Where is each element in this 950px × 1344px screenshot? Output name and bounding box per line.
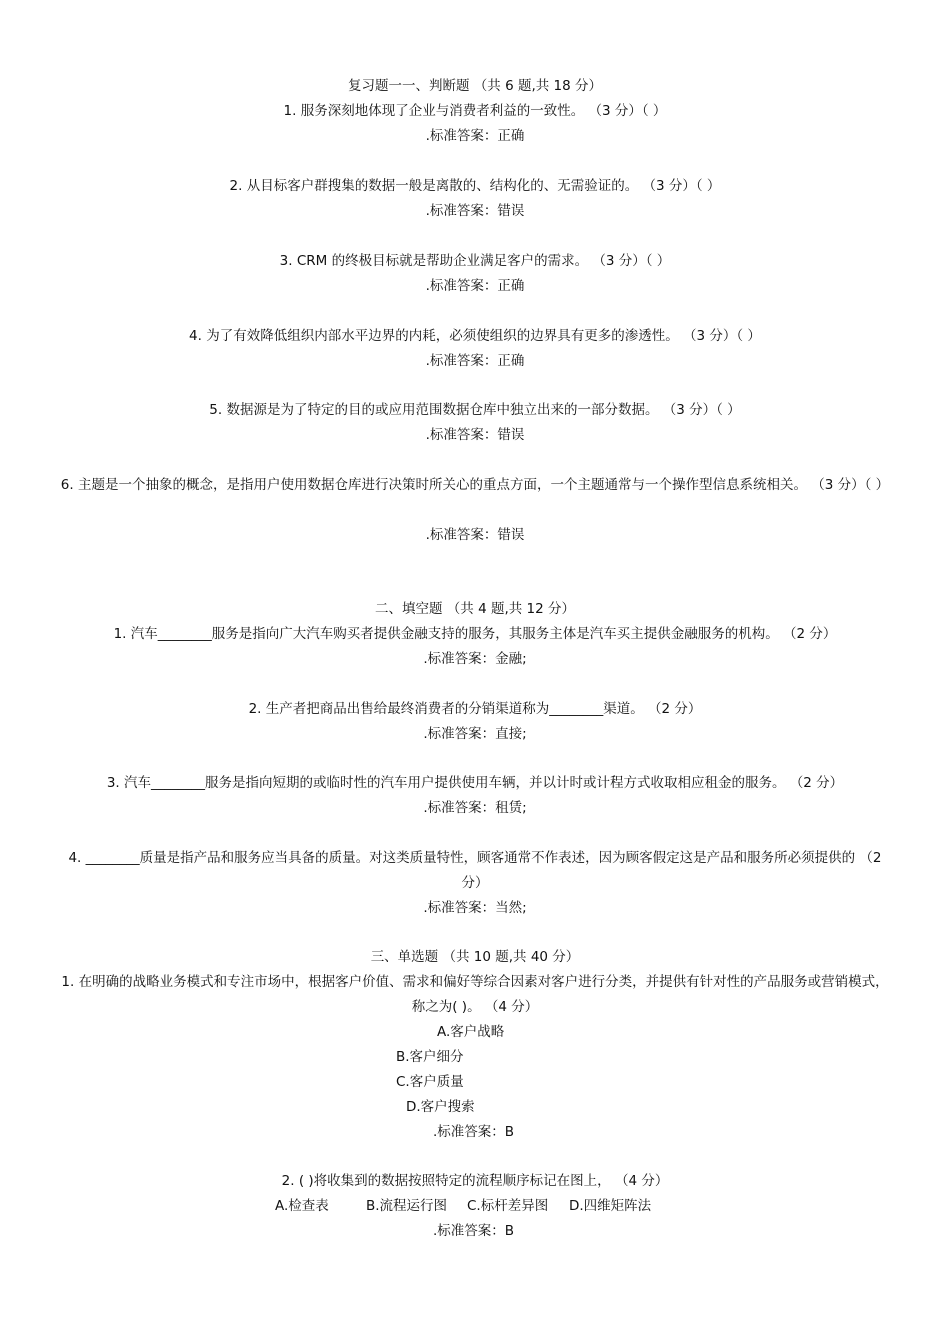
section-2-heading: 二、填空题 （共 4 题,共 12 分） [374, 601, 575, 617]
fill-question-1: 1. 汽车________服务是指向广大汽车购买者提供金融支持的服务，其服务主体是汽车买主提供金融服务的机构。 （2 分） [113, 626, 837, 642]
mc-question-2-option-a: A.检查表 [275, 1198, 329, 1214]
mc-question-2-answer: .标准答案：B [433, 1223, 515, 1239]
tf-answer-6: .标准答案：错误 [425, 527, 525, 543]
fill-question-2: 2. 生产者把商品出售给最终消费者的分销渠道称为________渠道。 （2 分） [248, 701, 702, 717]
fill-question-4: 4. ________质量是指产品和服务应当具备的质量。对这类质量特性，顾客通常不作表述，因为顾客假定这是产品和服务所必须提供的 （2 分） [68, 850, 882, 891]
tf-answer-2: .标准答案：错误 [425, 203, 525, 219]
tf-question-2: 2. 从目标客户群搜集的数据一般是离散的、结构化的、无需验证的。 （3 分）（ ） [229, 178, 721, 194]
tf-question-4: 4. 为了有效降低组织内部水平边界的内耗，必须使组织的边界具有更多的渗透性。 （3 分）（ ） [189, 328, 761, 344]
mc-question-1-option-a: A.客户战略 [437, 1024, 505, 1040]
mc-question-1-option-c: C.客户质量 [396, 1074, 464, 1090]
mc-question-2-option-d: D.四维矩阵法 [569, 1198, 652, 1214]
mc-question-1: 1. 在明确的战略业务模式和专注市场中，根据客户价值、需求和偏好等综合因素对客户进行分类，并提供有针对性的产品服务或营销模式，称之为( )。 （4 分） [61, 974, 889, 1015]
tf-question-5: 5. 数据源是为了特定的目的或应用范围数据仓库中独立出来的一部分数据。 （3 分）（ ） [209, 402, 741, 418]
mc-question-1-option-b: B.客户细分 [396, 1049, 464, 1065]
tf-question-3: 3. CRM 的终极目标就是帮助企业满足客户的需求。 （3 分）（ ） [279, 253, 671, 269]
fill-answer-4: .标准答案：当然; [423, 900, 527, 916]
tf-answer-1: .标准答案：正确 [425, 128, 525, 144]
mc-question-1-option-d: D.客户搜索 [406, 1099, 475, 1115]
mc-question-2-option-b: B.流程运行图 [366, 1198, 448, 1214]
mc-question-1-answer: .标准答案：B [433, 1124, 515, 1140]
section-3-heading: 三、单选题 （共 10 题,共 40 分） [370, 949, 580, 965]
fill-answer-1: .标准答案：金融; [423, 651, 527, 667]
fill-answer-3: .标准答案：租赁; [423, 800, 527, 816]
mc-question-2: 2. ( )将收集到的数据按照特定的流程顺序标记在图上， （4 分） [281, 1173, 669, 1189]
section-1-heading: 复习题一一、判断题 （共 6 题,共 18 分） [347, 78, 602, 94]
fill-answer-2: .标准答案：直接; [423, 726, 527, 742]
tf-question-6: 6. 主题是一个抽象的概念，是指用户使用数据仓库进行决策时所关心的重点方面，一个主题通常与一个操作型信息系统相关。 （3 分）（ ） [60, 477, 890, 493]
fill-question-3: 3. 汽车________服务是指向短期的或临时性的汽车用户提供使用车辆，并以计时或计程方式收取相应租金的服务。 （2 分） [106, 775, 844, 791]
tf-answer-5: .标准答案：错误 [425, 427, 525, 443]
tf-answer-4: .标准答案：正确 [425, 353, 525, 369]
mc-question-2-option-c: C.标杆差异图 [467, 1198, 549, 1214]
tf-answer-3: .标准答案：正确 [425, 278, 525, 294]
tf-question-1: 1. 服务深刻地体现了企业与消费者利益的一致性。 （3 分）（ ） [283, 103, 667, 119]
